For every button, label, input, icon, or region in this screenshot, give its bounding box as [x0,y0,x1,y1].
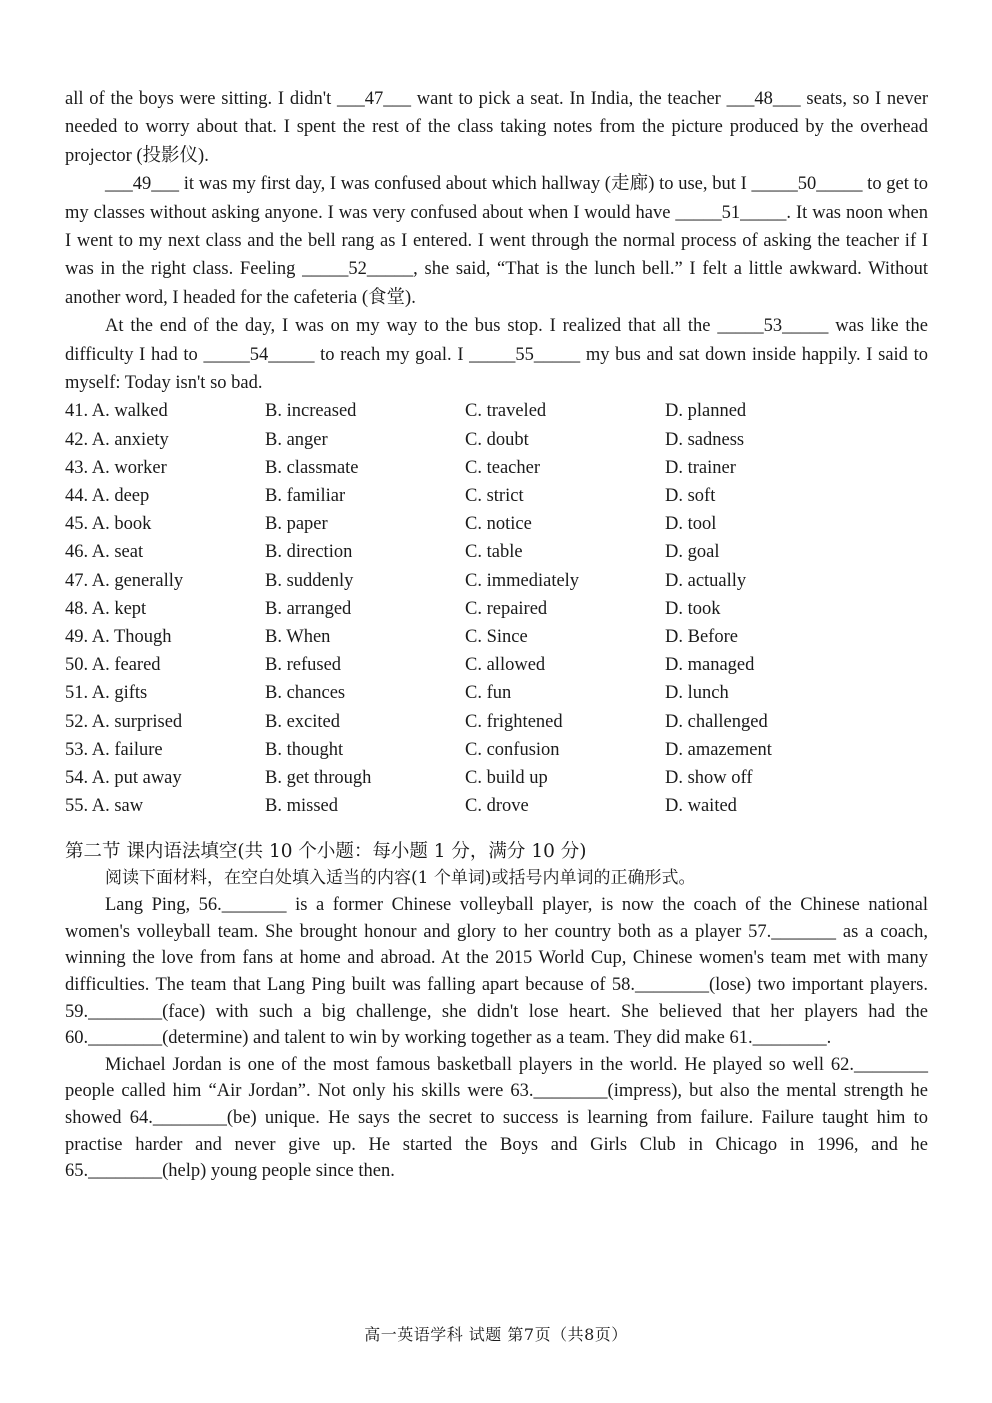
option-d: D. challenged [665,711,768,732]
option-b: B. suddenly [265,570,354,591]
page-footer: 高一英语学科 试题 第7页（共8页） [364,1325,628,1344]
option-b: B. increased [265,401,357,422]
option-a: 43. A. worker [65,457,167,478]
option-b: B. missed [265,796,338,817]
option-b: B. chances [265,683,346,704]
option-c: C. strict [465,486,524,507]
option-row [65,426,928,454]
option-row [65,510,928,538]
option-d: D. soft [665,486,716,507]
option-c: C. drove [465,796,529,817]
option-d: D. amazement [665,739,772,760]
section-instruction: 阅读下面材料，在空白处填入适当的内容(1 个单词)或括号内单词的正确形式。 [105,868,696,889]
options-table [65,397,928,820]
grammar-paragraph-2: Michael Jordan is one of the most famous basketball players in the world. He played so well 62.________ people called him “Air Jordan”. Not only his skills were 63.________(impress), but also the mental strength he showed 64.________(be) unique. He says the secret to success is learning from failure. Failure taught him to practise harder and never give up. He started the Boys and Girls Club in Chicago in 1996, and he 65.________(help) young people since then. [65,1054,928,1182]
option-d: D. goal [665,542,720,563]
exam-page [65,85,928,1185]
option-d: D. actually [665,570,747,591]
option-d: D. planned [665,401,747,422]
option-b: B. excited [265,711,341,732]
option-c: C. confusion [465,739,560,760]
option-d: D. took [665,598,721,619]
option-c: C. allowed [465,655,546,676]
option-d: D. sadness [665,429,745,450]
option-b: B. thought [265,739,344,760]
option-c: C. teacher [465,457,540,478]
option-c: C. frightened [465,711,563,732]
option-b: B. anger [265,429,328,450]
option-d: D. lunch [665,683,729,704]
option-d: D. tool [665,514,717,535]
option-d: D. Before [665,626,738,647]
passage-paragraph-1: all of the boys were sitting. I didn't ___47___ want to pick a seat. In India, the teacher ___48___ seats, so I never needed to worry about that. I spent the rest of the class taking notes from the picture produced by the overhead projector (投影仪). [65,89,928,166]
option-d: D. managed [665,655,755,676]
option-a: 44. A. deep [65,486,150,507]
option-row [65,397,928,425]
option-b: B. arranged [265,598,352,619]
option-row [65,454,928,482]
option-a: 45. A. book [65,514,152,535]
section-title: 第二节 课内语法填空(共 10 个小题：每小题 1 分，满分 10 分) [65,841,587,863]
option-c: C. table [465,542,523,563]
option-row [65,736,928,764]
option-d: D. trainer [665,457,736,478]
option-b: B. paper [265,514,328,535]
option-a: 50. A. feared [65,655,161,676]
option-a: 47. A. generally [65,570,184,591]
option-c: C. immediately [465,570,580,591]
option-a: 54. A. put away [65,767,182,788]
passage-paragraph-2: ___49___ it was my first day, I was confused about which hallway (走廊) to use, but I _____50_____ to get to my classes without asking anyone. I was very confused about when I would have _____51_____. It was noon when I went to my next class and the bell rang as I entered. I went through the normal process of asking the teacher if I was in the right class. Feeling _____52_____, she said, “That is the lunch bell.” I felt a little awkward. Without another word, I headed for the cafeteria (食堂). [65,174,928,308]
option-c: C. fun [465,683,512,704]
option-row [65,595,928,623]
option-a: 55. A. saw [65,796,144,817]
option-row [65,708,928,736]
option-a: 53. A. failure [65,739,163,760]
option-c: C. traveled [465,401,547,422]
option-a: 51. A. gifts [65,683,148,704]
option-row [65,538,928,566]
option-d: D. show off [665,767,753,788]
grammar-paragraph-1: Lang Ping, 56._______ is a former Chinese volleyball player, is now the coach of the Chinese national women's volleyball team. She brought honour and glory to her country both as a player 57._______ as a coach, winning the love from fans at home and abroad. At the 2015 World Cup, Chinese women's team met with many difficulties. The team that Lang Ping built was falling apart because of 58.________(lose) two important players. 59.________(face) with such a big challenge, she didn't lose heart. She believed that her players had the 60.________(determine) and talent to win by working together as a team. They did make 61.________. [65,895,928,1049]
option-row [65,651,928,679]
option-a: 41. A. walked [65,401,168,422]
option-c: C. Since [465,626,528,647]
option-c: C. notice [465,514,532,535]
passage-paragraph-3: At the end of the day, I was on my way to the bus stop. I realized that all the _____53_____ was like the difficulty I had to _____54_____ to reach my goal. I _____55_____ my bus and sat down inside happily. I said to myself: Today isn't so bad. [65,316,928,394]
option-row [65,792,928,820]
option-row [65,764,928,792]
option-b: B. get through [265,767,372,788]
option-b: B. direction [265,542,353,563]
option-c: C. doubt [465,429,529,450]
option-row [65,623,928,651]
option-row [65,679,928,707]
option-b: B. refused [265,655,342,676]
option-a: 48. A. kept [65,598,147,619]
option-b: B. When [265,626,331,647]
option-d: D. waited [665,796,737,817]
option-a: 46. A. seat [65,542,144,563]
option-b: B. familiar [265,486,346,507]
option-a: 52. A. surprised [65,711,183,732]
option-b: B. classmate [265,457,359,478]
option-c: C. repaired [465,598,548,619]
option-a: 49. A. Though [65,626,172,647]
option-row [65,567,928,595]
option-c: C. build up [465,767,548,788]
option-row [65,482,928,510]
option-a: 42. A. anxiety [65,429,169,450]
